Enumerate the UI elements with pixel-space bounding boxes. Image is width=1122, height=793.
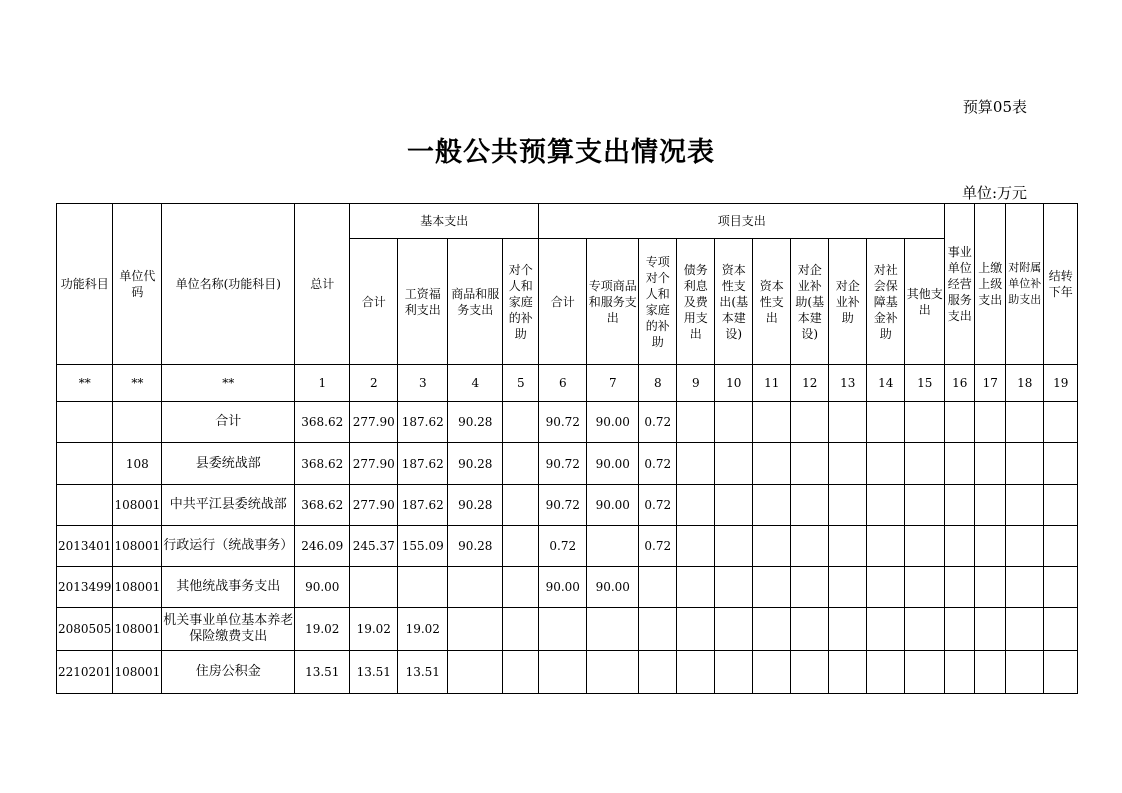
amount-cell: 90.72 — [539, 443, 587, 485]
amount-cell — [448, 608, 503, 651]
amount-cell — [677, 567, 715, 608]
amount-cell — [753, 402, 791, 443]
index-cell: 4 — [448, 365, 503, 402]
header-subsidiary: 对附属单位补助支出 — [1006, 204, 1044, 365]
func-code-cell: 2013401 — [57, 526, 113, 567]
amount-cell — [587, 526, 639, 567]
amount-cell — [1006, 443, 1044, 485]
unit-code-cell: 108001 — [113, 608, 162, 651]
amount-cell — [905, 526, 945, 567]
amount-cell — [791, 402, 829, 443]
amount-cell — [677, 402, 715, 443]
header-project-other: 其他支出 — [905, 239, 945, 365]
amount-cell — [1044, 526, 1078, 567]
amount-cell — [829, 526, 867, 567]
amount-cell — [975, 402, 1006, 443]
amount-cell — [539, 608, 587, 651]
amount-cell — [1006, 402, 1044, 443]
func-code-cell — [57, 402, 113, 443]
amount-cell: 187.62 — [398, 485, 448, 526]
amount-cell — [753, 608, 791, 651]
amount-cell — [867, 443, 905, 485]
header-unit-name: 单位名称(功能科目) — [162, 204, 295, 365]
header-upper: 上缴上级支出 — [975, 204, 1006, 365]
index-cell: 10 — [715, 365, 753, 402]
amount-cell — [587, 651, 639, 694]
amount-cell: 187.62 — [398, 402, 448, 443]
index-cell: 5 — [503, 365, 539, 402]
table-row — [57, 567, 1078, 608]
amount-cell — [791, 485, 829, 526]
amount-cell: 90.72 — [539, 402, 587, 443]
unit-code-cell: 108 — [113, 443, 162, 485]
index-row — [57, 365, 1078, 402]
amount-cell — [945, 567, 975, 608]
amount-cell — [1006, 526, 1044, 567]
header-project: 项目支出 — [539, 204, 945, 239]
amount-cell — [1044, 485, 1078, 526]
table-row — [57, 402, 1078, 443]
amount-cell — [945, 526, 975, 567]
index-cell: ** — [113, 365, 162, 402]
amount-cell — [905, 443, 945, 485]
amount-cell: 0.72 — [639, 526, 677, 567]
amount-cell: 13.51 — [350, 651, 398, 694]
amount-cell — [753, 651, 791, 694]
func-code-cell: 2080505 — [57, 608, 113, 651]
header-project-goods: 专项商品和服务支出 — [587, 239, 639, 365]
amount-cell — [975, 651, 1006, 694]
unit-name-cell: 合计 — [162, 402, 295, 443]
amount-cell — [503, 485, 539, 526]
amount-cell: 277.90 — [350, 485, 398, 526]
amount-cell: 13.51 — [398, 651, 448, 694]
amount-cell: 0.72 — [639, 402, 677, 443]
amount-cell — [753, 443, 791, 485]
amount-cell — [975, 526, 1006, 567]
amount-cell — [867, 485, 905, 526]
amount-cell: 13.51 — [295, 651, 350, 694]
func-code-cell — [57, 485, 113, 526]
header-basic: 基本支出 — [350, 204, 539, 239]
amount-cell — [829, 608, 867, 651]
index-cell: 19 — [1044, 365, 1078, 402]
amount-cell — [715, 443, 753, 485]
table-row — [57, 526, 1078, 567]
amount-cell — [791, 526, 829, 567]
header-project-personal: 专项对个人和家庭的补助 — [639, 239, 677, 365]
func-code-cell — [57, 443, 113, 485]
index-cell: 1 — [295, 365, 350, 402]
header-basic-goods: 商品和服务支出 — [448, 239, 503, 365]
amount-cell — [829, 485, 867, 526]
amount-cell — [448, 567, 503, 608]
amount-cell: 155.09 — [398, 526, 448, 567]
amount-cell: 277.90 — [350, 443, 398, 485]
amount-cell — [867, 526, 905, 567]
amount-cell: 90.72 — [539, 485, 587, 526]
header-project-total: 合计 — [539, 239, 587, 365]
amount-cell: 368.62 — [295, 402, 350, 443]
amount-cell: 90.28 — [448, 526, 503, 567]
header-total: 总计 — [295, 204, 350, 365]
table-body — [57, 402, 1078, 694]
form-number: 预算05表 — [962, 98, 1027, 116]
header-func-code: 功能科目 — [57, 204, 113, 365]
amount-cell — [715, 402, 753, 443]
amount-cell — [905, 651, 945, 694]
amount-cell — [791, 608, 829, 651]
amount-cell — [945, 651, 975, 694]
budget-table — [56, 203, 1078, 694]
amount-cell: 19.02 — [398, 608, 448, 651]
amount-cell — [1044, 402, 1078, 443]
index-cell: 16 — [945, 365, 975, 402]
amount-cell — [677, 651, 715, 694]
amount-cell: 277.90 — [350, 402, 398, 443]
index-cell: 12 — [791, 365, 829, 402]
unit-code-cell: 108001 — [113, 485, 162, 526]
amount-cell — [1006, 567, 1044, 608]
index-cell: 9 — [677, 365, 715, 402]
amount-cell — [503, 567, 539, 608]
amount-cell — [1044, 443, 1078, 485]
header-project-debt: 债务利息及费用支出 — [677, 239, 715, 365]
unit-code-cell — [113, 402, 162, 443]
index-cell: 8 — [639, 365, 677, 402]
index-cell: 15 — [905, 365, 945, 402]
amount-cell — [715, 526, 753, 567]
amount-cell: 0.72 — [639, 443, 677, 485]
unit-label: 单位:万元 — [961, 184, 1027, 202]
amount-cell — [398, 567, 448, 608]
index-cell: ** — [57, 365, 113, 402]
amount-cell — [1006, 485, 1044, 526]
amount-cell — [945, 402, 975, 443]
page-title: 一般公共预算支出情况表 — [407, 137, 715, 168]
amount-cell — [1044, 651, 1078, 694]
amount-cell — [503, 526, 539, 567]
func-code-cell: 2210201 — [57, 651, 113, 694]
amount-cell — [448, 651, 503, 694]
table-row — [57, 608, 1078, 651]
amount-cell — [791, 567, 829, 608]
unit-name-cell: 其他统战事务支出 — [162, 567, 295, 608]
amount-cell — [1044, 567, 1078, 608]
index-cell: 18 — [1006, 365, 1044, 402]
amount-cell: 246.09 — [295, 526, 350, 567]
amount-cell — [829, 567, 867, 608]
amount-cell — [350, 567, 398, 608]
amount-cell — [1044, 608, 1078, 651]
amount-cell — [715, 608, 753, 651]
amount-cell: 90.00 — [539, 567, 587, 608]
func-code-cell: 2013499 — [57, 567, 113, 608]
amount-cell — [715, 567, 753, 608]
header-unit-code: 单位代码 — [113, 204, 162, 365]
amount-cell — [867, 651, 905, 694]
amount-cell — [829, 651, 867, 694]
amount-cell — [715, 651, 753, 694]
amount-cell — [905, 402, 945, 443]
amount-cell: 90.28 — [448, 443, 503, 485]
header-project-capital-construction: 资本性支出(基本建设) — [715, 239, 753, 365]
amount-cell — [975, 567, 1006, 608]
index-cell: 2 — [350, 365, 398, 402]
amount-cell — [867, 608, 905, 651]
amount-cell — [945, 443, 975, 485]
index-cell: 3 — [398, 365, 448, 402]
amount-cell — [1006, 651, 1044, 694]
amount-cell — [905, 608, 945, 651]
amount-cell: 90.28 — [448, 485, 503, 526]
amount-cell: 19.02 — [295, 608, 350, 651]
amount-cell — [503, 651, 539, 694]
amount-cell — [753, 567, 791, 608]
header-project-social-security: 对社会保障基金补助 — [867, 239, 905, 365]
unit-name-cell: 行政运行（统战事务） — [162, 526, 295, 567]
amount-cell — [753, 526, 791, 567]
unit-name-cell: 机关事业单位基本养老保险缴费支出 — [162, 608, 295, 651]
amount-cell — [503, 443, 539, 485]
amount-cell — [829, 402, 867, 443]
amount-cell: 90.00 — [587, 485, 639, 526]
header-project-enterprise-construction: 对企业补助(基本建设) — [791, 239, 829, 365]
amount-cell — [867, 402, 905, 443]
amount-cell: 90.00 — [587, 443, 639, 485]
amount-cell: 90.00 — [587, 567, 639, 608]
unit-name-cell: 住房公积金 — [162, 651, 295, 694]
header-basic-personal: 对个人和家庭的补助 — [503, 239, 539, 365]
amount-cell — [975, 443, 1006, 485]
amount-cell — [975, 608, 1006, 651]
amount-cell: 19.02 — [350, 608, 398, 651]
header-project-capital: 资本性支出 — [753, 239, 791, 365]
unit-code-cell: 108001 — [113, 567, 162, 608]
index-cell: 7 — [587, 365, 639, 402]
amount-cell — [791, 651, 829, 694]
amount-cell — [1006, 608, 1044, 651]
amount-cell — [829, 443, 867, 485]
amount-cell — [539, 651, 587, 694]
header-carryover: 结转下年 — [1044, 204, 1078, 365]
amount-cell — [639, 651, 677, 694]
index-cell: 14 — [867, 365, 905, 402]
header-service: 事业单位经营服务支出 — [945, 204, 975, 365]
header-basic-total: 合计 — [350, 239, 398, 365]
amount-cell: 368.62 — [295, 443, 350, 485]
unit-code-cell: 108001 — [113, 651, 162, 694]
amount-cell — [503, 402, 539, 443]
amount-cell — [791, 443, 829, 485]
amount-cell — [753, 485, 791, 526]
amount-cell: 0.72 — [539, 526, 587, 567]
amount-cell: 187.62 — [398, 443, 448, 485]
amount-cell — [587, 608, 639, 651]
amount-cell — [945, 485, 975, 526]
header-basic-wages: 工资福利支出 — [398, 239, 448, 365]
amount-cell — [975, 485, 1006, 526]
amount-cell — [677, 526, 715, 567]
amount-cell — [677, 485, 715, 526]
index-cell: 17 — [975, 365, 1006, 402]
index-cell: ** — [162, 365, 295, 402]
amount-cell — [715, 485, 753, 526]
header-project-enterprise: 对企业补助 — [829, 239, 867, 365]
amount-cell: 368.62 — [295, 485, 350, 526]
index-cell: 13 — [829, 365, 867, 402]
unit-name-cell: 县委统战部 — [162, 443, 295, 485]
amount-cell — [677, 443, 715, 485]
amount-cell: 90.00 — [587, 402, 639, 443]
amount-cell: 0.72 — [639, 485, 677, 526]
table-row — [57, 443, 1078, 485]
table-row — [57, 485, 1078, 526]
amount-cell — [677, 608, 715, 651]
amount-cell — [639, 608, 677, 651]
amount-cell — [867, 567, 905, 608]
unit-name-cell: 中共平江县委统战部 — [162, 485, 295, 526]
amount-cell — [503, 608, 539, 651]
amount-cell — [945, 608, 975, 651]
amount-cell — [639, 567, 677, 608]
index-cell: 6 — [539, 365, 587, 402]
unit-code-cell: 108001 — [113, 526, 162, 567]
amount-cell: 245.37 — [350, 526, 398, 567]
amount-cell — [905, 567, 945, 608]
index-cell: 11 — [753, 365, 791, 402]
table-row — [57, 651, 1078, 694]
amount-cell — [905, 485, 945, 526]
amount-cell: 90.00 — [295, 567, 350, 608]
amount-cell: 90.28 — [448, 402, 503, 443]
